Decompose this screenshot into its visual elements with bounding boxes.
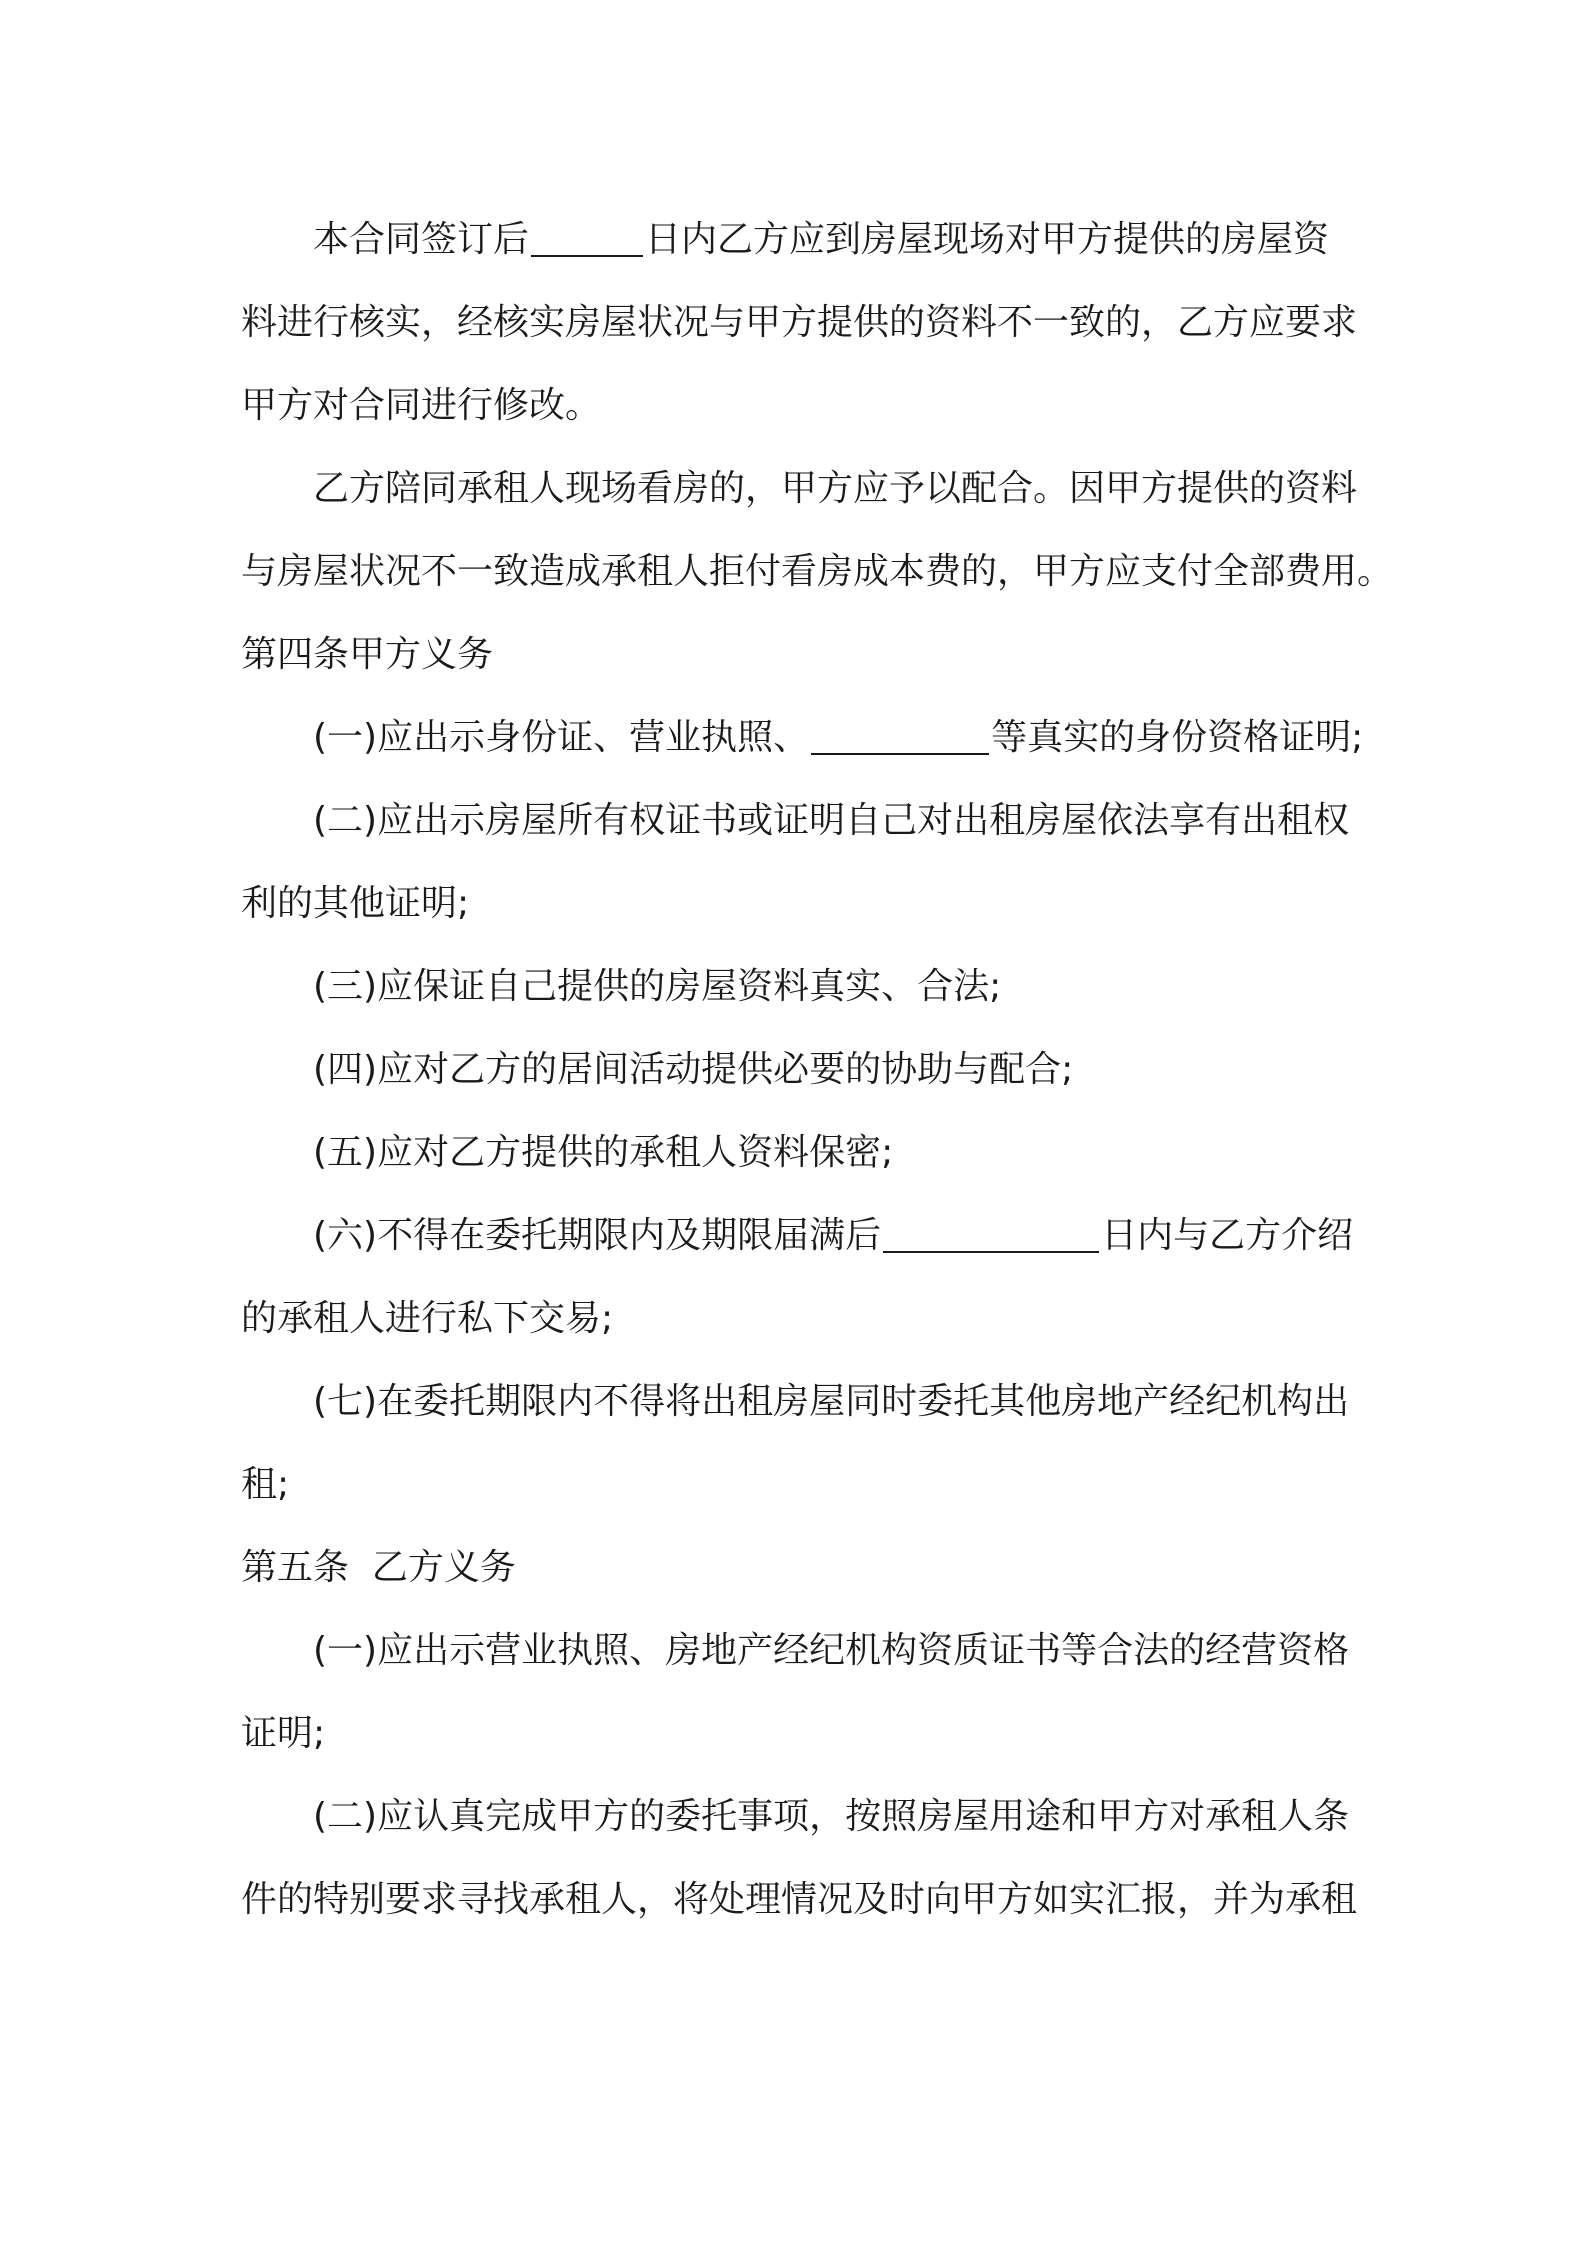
fill-in-blank (883, 1211, 1099, 1253)
paragraph-line (241, 198, 1361, 281)
text-segment: 本合同签订后 (313, 219, 530, 260)
fill-in-blank (811, 713, 989, 755)
fill-in-blank (531, 215, 643, 257)
article-4-item-4: (四)应对乙方的居间活动提供必要的协助与配合; (313, 1049, 1074, 1090)
text-segment: (六)不得在委托期限内及期限届满后 (313, 1215, 882, 1256)
paragraph-line: 的承租人进行私下交易; (241, 1298, 614, 1339)
paragraph-line: 甲方对合同进行修改。 (241, 385, 602, 426)
paragraph-line: 租; (241, 1464, 290, 1505)
article-4-item-7: (七)在委托期限内不得将出租房屋同时委托其他房地产经纪机构出 (313, 1381, 1350, 1422)
article-5-item-1: (一)应出示营业执照、房地产经纪机构资质证书等合法的经营资格 (313, 1630, 1350, 1671)
paragraph-line: 证明; (241, 1713, 326, 1754)
paragraph-line: 料进行核实，经核实房屋状况与甲方提供的资料不一致的，乙方应要求 (241, 302, 1358, 343)
article-4-item-2: (二)应出示房屋所有权证书或证明自己对出租房屋依法享有出租权 (313, 800, 1350, 841)
text-segment: 日内与乙方介绍 (1101, 1215, 1354, 1256)
paragraph-line: 利的其他证明; (241, 883, 470, 924)
document-body (241, 198, 1394, 1941)
paragraph-line: 件的特别要求寻找承租人，将处理情况及时向甲方如实汇报，并为承租 (241, 1879, 1358, 1920)
paragraph-line: 与房屋状况不一致造成承租人拒付看房成本费的，甲方应支付全部费用。 (241, 551, 1394, 592)
article-4-item-6 (241, 1194, 1361, 1277)
paragraph-line: 乙方陪同承租人现场看房的，甲方应予以配合。因甲方提供的资料 (313, 468, 1358, 509)
article-4-item-1 (241, 696, 1364, 779)
article-4-item-5: (五)应对乙方提供的承租人资料保密; (313, 1132, 894, 1173)
article-5-heading: 第五条 乙方义务 (241, 1547, 516, 1588)
text-segment: 等真实的身份资格证明; (991, 717, 1364, 758)
article-5-item-2: (二)应认真完成甲方的委托事项，按照房屋用途和甲方对承租人条 (313, 1796, 1350, 1837)
article-4-heading: 第四条甲方义务 (241, 634, 494, 675)
text-segment: (一)应出示身份证、营业执照、 (313, 717, 810, 758)
text-segment: 日内乙方应到房屋现场对甲方提供的房屋资 (645, 219, 1330, 260)
article-4-item-3: (三)应保证自己提供的房屋资料真实、合法; (313, 966, 1002, 1007)
